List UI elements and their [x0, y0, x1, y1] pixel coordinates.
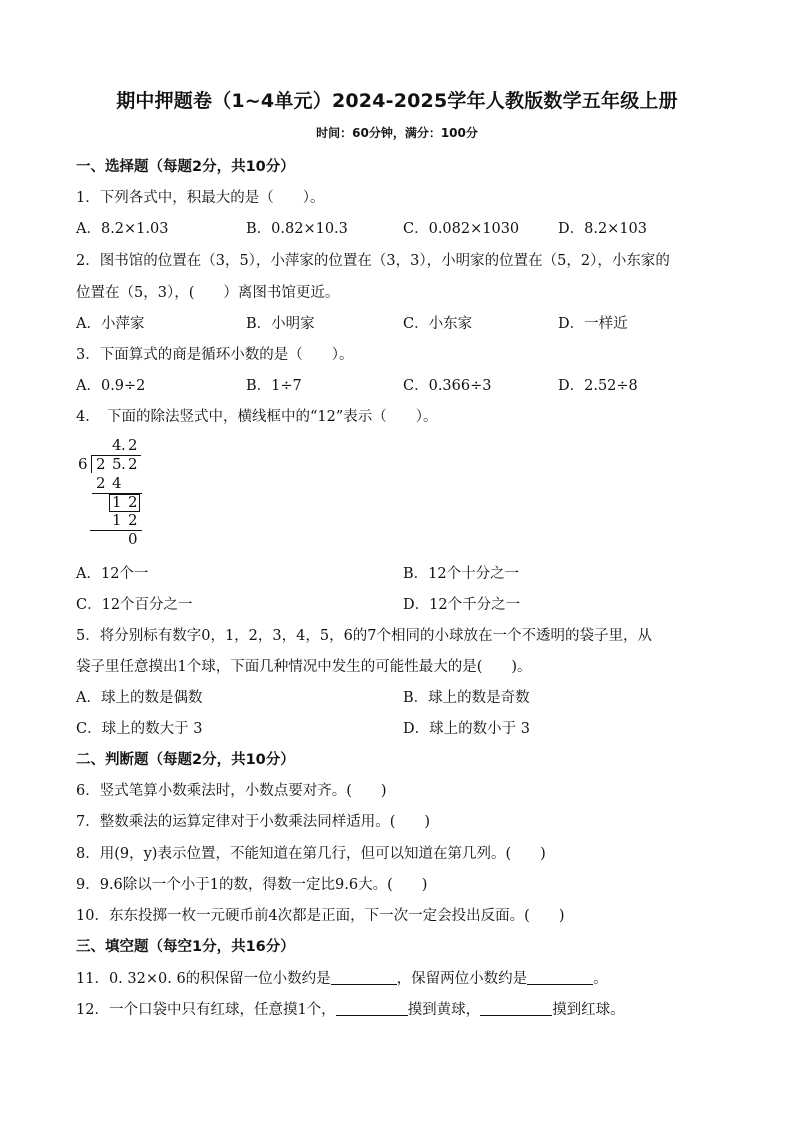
question-3-option-c: C．0.366÷3: [403, 378, 492, 394]
question-12-text: 摸到红球。: [552, 1002, 625, 1018]
question-2-option-b: B．小明家: [246, 316, 315, 332]
question-12: [76, 998, 625, 1019]
exam-info: 时间：60分钟，满分：100分: [316, 126, 478, 140]
step-digit: 2: [96, 474, 106, 492]
question-11: [76, 967, 608, 988]
section-heading-fill: 三、填空题（每空1分，共16分）: [76, 939, 295, 955]
question-4-option-a: A．12个一: [76, 566, 149, 582]
section-heading-choice: 一、选择题（每题2分，共10分）: [76, 159, 295, 175]
question-8: 8．用(9，y)表示位置，不能知道在第几行，但可以知道在第几列。( ): [76, 846, 546, 862]
dividend-digit: 5: [112, 455, 122, 473]
question-12-text: 12．一个口袋中只有红球，任意摸1个，: [76, 1002, 336, 1018]
question-1-option-a: A．8.2×1.03: [76, 221, 169, 237]
question-5-stem-line2: 袋子里任意摸出1个球，下面几种情况中发生的可能性最大的是( )。: [76, 659, 532, 675]
boxed-digit: 1: [112, 493, 122, 511]
question-6: 6．竖式笔算小数乘法时，小数点要对齐。( ): [76, 783, 387, 799]
question-3-option-b: B．1÷7: [246, 378, 302, 394]
answer-blank[interactable]: [331, 970, 397, 985]
question-1-option-b: B．0.82×10.3: [246, 221, 348, 237]
question-11-text: 11．0. 32×0. 6的积保留一位小数约是: [76, 971, 331, 987]
remainder: 0: [128, 530, 138, 548]
dividend-digit: 2: [128, 455, 138, 473]
divisor: 6: [78, 455, 88, 473]
division-bracket: [91, 455, 92, 473]
question-4-option-d: D．12个千分之一: [403, 597, 521, 613]
question-3-stem: 3．下面算式的商是循环小数的是（ ）。: [76, 347, 354, 363]
long-division-figure: [76, 436, 156, 548]
question-3-option-d: D．2.52÷8: [558, 378, 638, 394]
question-3-option-a: A．0.9÷2: [76, 378, 146, 394]
answer-blank[interactable]: [336, 1001, 408, 1016]
question-4-option-c: C．12个百分之一: [76, 597, 193, 613]
question-5-stem-line1: 5．将分别标有数字0，1，2，3，4，5，6的7个相同的小球放在一个不透明的袋子里，从: [76, 628, 653, 644]
question-10: 10．东东投掷一枚一元硬币前4次都是正面，下一次一定会投出反面。( ): [76, 908, 565, 924]
question-2-stem-line1: 2．图书馆的位置在（3，5），小萍家的位置在（3，3），小明家的位置在（5，2），小东家的: [76, 253, 670, 269]
question-1-option-c: C．0.082×1030: [403, 221, 520, 237]
question-5-option-d: D．球上的数小于 3: [403, 721, 530, 737]
question-1-option-d: D．8.2×103: [558, 221, 648, 237]
question-2-option-c: C．小东家: [403, 316, 473, 332]
question-4-option-b: B．12个十分之一: [403, 566, 520, 582]
quotient-digit: 2: [128, 436, 138, 454]
question-2-stem-line2: 位置在（5，3），( ）离图书馆更近。: [76, 285, 340, 301]
section-heading-judge: 二、判断题（每题2分，共10分）: [76, 752, 295, 768]
question-9: 9．9.6除以一个小于1的数，得数一定比9.6大。( ): [76, 877, 428, 893]
question-2-option-d: D．一样近: [558, 316, 628, 332]
question-12-text: 摸到黄球，: [407, 1002, 481, 1018]
step-digit: 2: [128, 511, 138, 529]
quotient-point: .: [121, 436, 126, 454]
question-1-stem: 1．下列各式中，积最大的是（ ）。: [76, 190, 325, 206]
boxed-digit: 2: [128, 493, 138, 511]
question-4-stem: 4． 下面的除法竖式中，横线框中的“12”表示（ ）。: [76, 409, 438, 425]
step-digit: 4: [112, 474, 122, 492]
question-5-option-c: C．球上的数大于 3: [76, 721, 203, 737]
dividend-digit: 2: [96, 455, 106, 473]
page-title: 期中押题卷（1~4单元）2024-2025学年人教版数学五年级上册: [116, 90, 678, 112]
question-7: 7．整数乘法的运算定律对于小数乘法同样适用。( ): [76, 814, 431, 830]
question-11-text: 。: [593, 971, 608, 987]
answer-blank[interactable]: [527, 970, 593, 985]
question-5-option-a: A．球上的数是偶数: [76, 690, 203, 706]
step-digit: 1: [112, 511, 122, 529]
answer-blank[interactable]: [480, 1001, 552, 1016]
question-11-text: ，保留两位小数约是: [396, 971, 528, 987]
dividend-point: .: [121, 455, 126, 473]
question-2-option-a: A．小萍家: [76, 316, 145, 332]
quotient-digit: 4: [112, 436, 122, 454]
question-5-option-b: B．球上的数是奇数: [403, 690, 530, 706]
